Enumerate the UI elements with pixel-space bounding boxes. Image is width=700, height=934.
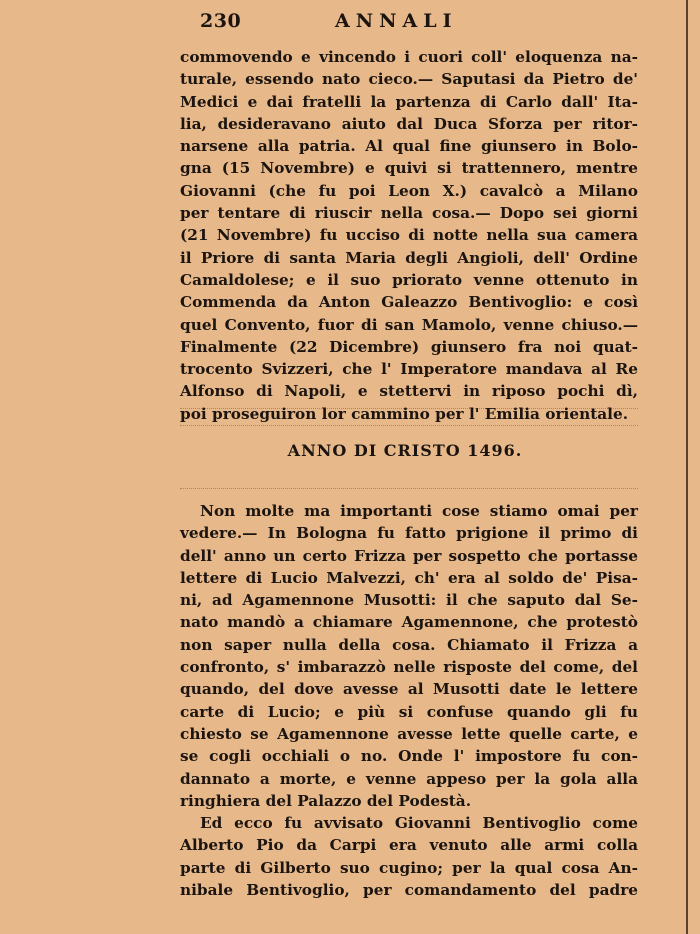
text-line: quando, del dove avesse al Musotti date le lettere — [180, 680, 638, 699]
text-line: commovendo e vincendo i cuori coll' eloquenza na- — [180, 48, 638, 66]
text-line: Camaldolese; e il suo priorato venne ottenuto in — [180, 270, 638, 289]
text-line: Commenda da Anton Galeazzo Bentivoglio: e così — [180, 293, 638, 312]
text-line: lia, desideravano aiuto dal Duca Sforza per ritor- — [180, 114, 638, 133]
text-line: Medici e dai fratelli la partenza di Carlo dall' Ita- — [180, 92, 638, 111]
print-smudge — [180, 408, 638, 411]
print-smudge — [180, 425, 638, 428]
text-line: per tentare di riuscir nella cosa.— Dopo sei giorni — [180, 204, 638, 223]
text-line: non saper nulla della cosa. Chiamato il Frizza a — [180, 635, 638, 654]
page-number: 230 — [200, 10, 242, 32]
text-line: Giovanni (che fu poi Leon X.) cavalcò a Milano — [180, 181, 638, 200]
page-edge — [686, 0, 688, 934]
text-line: gna (15 Novembre) e quivi si trattennero, mentre — [180, 159, 638, 178]
text-line: poi proseguiron lor cammino per l' Emilia orientale. — [180, 404, 629, 423]
text-line: dannato a morte, e venne appeso per la gola alla — [180, 769, 638, 788]
text-line: confronto, s' imbarazzò nelle risposte del come, del — [180, 658, 638, 677]
running-head: ANNALI — [335, 10, 458, 32]
text-line: ringhiera del Palazzo del Podestà. — [180, 791, 472, 810]
text-block-1 — [180, 46, 638, 425]
section-heading-text: ANNO DI CRISTO 1496. — [287, 441, 523, 460]
text-line: turale, essendo nato cieco.— Saputasi da Pietro de' — [180, 70, 638, 89]
text-line: (21 Novembre) fu ucciso di notte nella sua camera — [180, 226, 638, 245]
text-line: lettere di Lucio Malvezzi, ch' era al soldo de' Pisa- — [180, 568, 638, 587]
page-header — [190, 10, 640, 34]
text-line: narsene alla patria. Al qual fine giunsero in Bolo- — [180, 137, 638, 156]
section-heading — [0, 441, 700, 460]
text-line: ni, ad Agamennone Musotti: il che saputo dal Se- — [180, 591, 638, 610]
text-line: trocento Svizzeri, che l' Imperatore mandava al Re — [180, 360, 638, 379]
text-line: quel Convento, fuor di san Mamolo, venne chiuso.— — [180, 315, 638, 334]
text-block-2 — [180, 500, 638, 901]
text-line: Alberto Pio da Carpi era venuto alle armi colla — [180, 836, 638, 855]
text-line: dell' anno un certo Frizza per sospetto che portasse — [180, 546, 638, 565]
text-line: chiesto se Agamennone avesse lette quelle carte, e — [180, 724, 638, 743]
text-line: Ed ecco fu avvisato Giovanni Bentivoglio come — [200, 814, 638, 833]
text-line: nato mandò a chiamare Agamennone, che protestò — [180, 613, 638, 632]
text-line: se cogli occhiali o no. Onde l' impostore fu con- — [180, 747, 638, 766]
text-line: il Priore di santa Maria degli Angioli, dell' Ordine — [180, 248, 638, 267]
text-line: parte di Gilberto suo cugino; per la qual cosa An- — [180, 858, 638, 877]
print-smudge — [180, 488, 638, 491]
text-line: Non molte ma importanti cose stiamo omai per — [200, 502, 638, 520]
text-line: nibale Bentivoglio, per comandamento del padre — [180, 881, 638, 900]
text-line: Finalmente (22 Dicembre) giunsero fra noi quat- — [180, 337, 638, 356]
text-line: carte di Lucio; e più si confuse quando gli fu — [180, 702, 638, 721]
text-line: Alfonso di Napoli, e stettervi in riposo pochi dì, — [180, 382, 638, 401]
text-line: vedere.— In Bologna fu fatto prigione il primo di — [180, 524, 638, 543]
